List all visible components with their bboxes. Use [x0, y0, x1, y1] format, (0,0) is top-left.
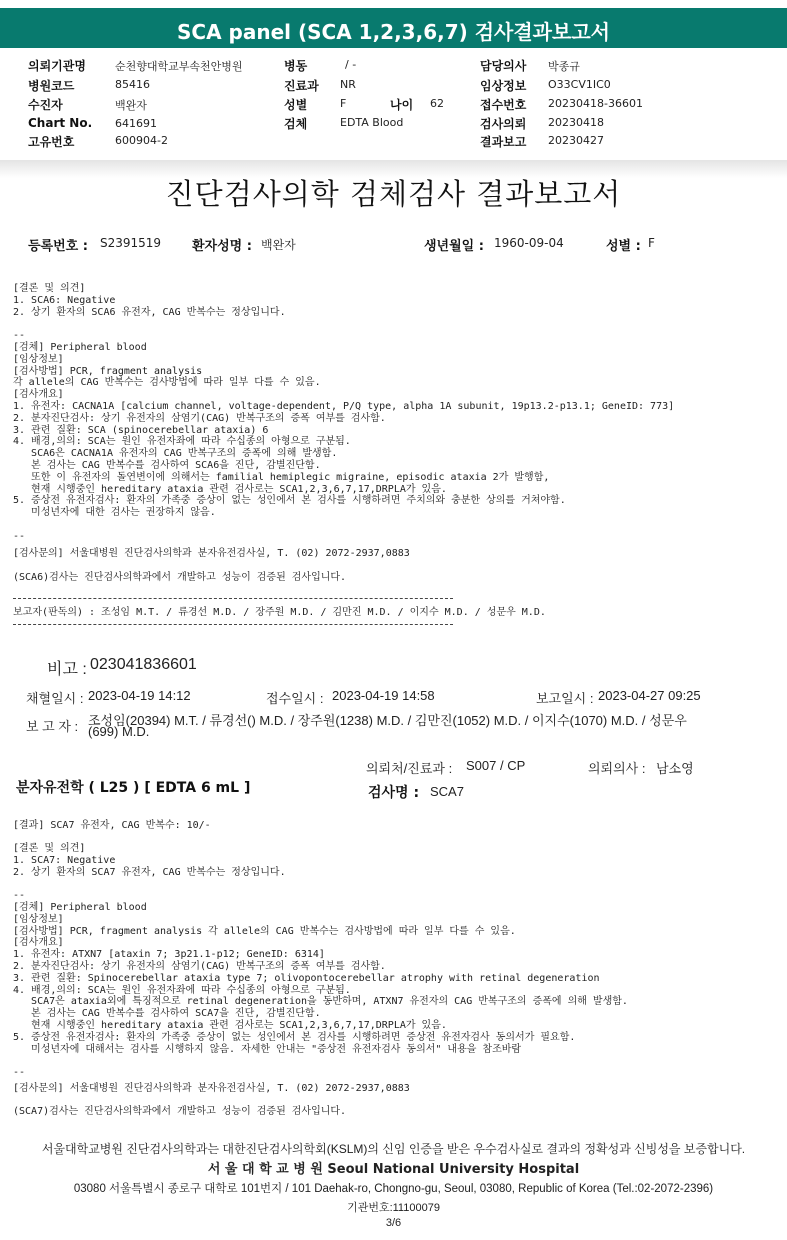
header-value: 641691	[115, 117, 157, 130]
header-value: 62	[430, 97, 444, 110]
remark-value: 023041836601	[90, 656, 197, 673]
header-label: 결과보고	[480, 135, 527, 149]
reporter-value-line1: 조성임(20394) M.T. / 류경선() M.D. / 장주원(1238) M.D. / 김만진(1052) M.D. / 이지수(1070) M.D. / 성문우	[88, 713, 687, 728]
header-value: 순천향대학교부속천안병원	[115, 60, 243, 73]
header-value: 20230418	[548, 116, 604, 129]
name-label: 환자성명 :	[192, 239, 252, 254]
header-value: 백완자	[115, 99, 147, 112]
sca6-reporters: 보고자(판독의) : 조성임 M.T. / 류경선 M.D. / 장주원 M.D. / 김만진 M.D. / 이지수 M.D. / 성문우 M.D.	[13, 607, 546, 618]
sex-label: 성별 :	[606, 239, 641, 254]
collect-value: 2023-04-19 14:12	[88, 688, 191, 703]
dashed-rule	[13, 598, 453, 599]
header-value: O33CV1IC0	[548, 78, 611, 91]
dept-label: 의뢰처/진료과 :	[366, 761, 453, 776]
header-value: EDTA Blood	[340, 116, 404, 129]
receipt-label: 접수일시 :	[266, 691, 324, 706]
header-value: 20230427	[548, 134, 604, 147]
test-name-value: SCA7	[430, 784, 464, 799]
header-value: 85416	[115, 78, 150, 91]
collect-label: 채혈일시 :	[26, 691, 84, 706]
sca6-inquiry: [검사문의] 서울대병원 진단검사의학과 분자유전검사실, T. (02) 2072-2937,0883	[13, 548, 410, 559]
banner-title: SCA panel (SCA 1,2,3,6,7) 검사결과보고서	[177, 20, 610, 44]
report-date-value: 2023-04-27 09:25	[598, 688, 701, 703]
header-label: 나이	[390, 98, 414, 112]
sca7-dev-note: (SCA7)검사는 진단검사의학과에서 개발하고 성능이 검증된 검사입니다.	[13, 1106, 347, 1117]
report-banner	[0, 8, 787, 48]
reporter-value-line2: (699) M.D.	[88, 724, 150, 739]
report-date-label: 보고일시 :	[536, 691, 594, 706]
sex-value: F	[648, 236, 655, 250]
sca6-result-text: [결론 및 의견] 1. SCA6: Negative 2. 상기 환자의 SCA6 유전자, CAG 반복수는 정상입니다. -- [검체] Peripheral blood [임상정보] [검사방법] PCR, fragment analysis 각 allele의 CAG 반복수는 검사방법에 따라 일부 다를 수 있음. [검사개요] 1. 유전자: CACNA1A [calcium channel, voltage-dependent, P/Q type, alpha 1A subunit, 19p13.2-p13.1; GeneID: 773] 2. 분자진단검사: 상기 유전자의 삼염기(CAG) 반복구조의 증폭 여부를 검사함. 3. 관련 질환: SCA (spinocerebellar ataxia) 6 4. 배경,의의: SCA는 원인 유전자좌에 따라 수십종의 아형으로 구분됨. SCA6은 CACNA1A 유전자의 CAG 반복구조의 증폭에 의해 발생함. 본 검사는 CAG 반복수를 검사하여 SCA6을 진단, 감별진단함. 또한 이 유전자의 돌연변이에 의해서는 familial hemiplegic migraine, episodic ataxia 2가 발행함, 현재 시행중인 hereditary ataxia 관련 검사로는 SCA1,2,3,6,7,17,DRPLA가 있음. 5. 증상전 유전자검사: 환자의 가족중 증상이 없는 성인에서 본 검사를 시행하려면 주치의와 충분한 상의를 거쳐야함. 미성년자에 대한 검사는 권장하지 않음. --	[13, 283, 675, 542]
doctor-value: 남소영	[656, 761, 694, 776]
header-label: 의뢰기관명	[28, 59, 86, 73]
header-value: 20230418-36601	[548, 97, 643, 110]
section-title: 분자유전학 ( L25 ) [ EDTA 6 mL ]	[16, 780, 251, 796]
header-label: 성별	[284, 98, 308, 112]
header-label: Chart No.	[28, 116, 93, 130]
header-label: 병동	[284, 59, 308, 73]
sca7-result: [결과] SCA7 유전자, CAG 반복수: 10/-	[13, 820, 211, 831]
test-name-label: 검사명 :	[368, 785, 420, 801]
header-label: 검체	[284, 117, 308, 131]
reg-value: S2391519	[100, 236, 162, 250]
header-label: 담당의사	[480, 59, 527, 73]
dob-value: 1960-09-04	[494, 236, 564, 250]
dashed-rule	[13, 624, 453, 625]
sca7-result-text: [결론 및 의견] 1. SCA7: Negative 2. 상기 환자의 SCA7 유전자, CAG 반복수는 정상입니다. -- [검체] Peripheral blood [임상정보] [검사방법] PCR, fragment analysis 각 allele의 CAG 반복수는 검사방법에 따라 일부 다를 수 있음. [검사개요] 1. 유전자: ATXN7 [ataxin 7; 3p21.1-p12; GeneID: 6314] 2. 분자진단검사: 상기 유전자의 삼염기(CAG) 반복구조의 증폭 여부를 검사함. 3. 관련 질환: Spinocerebellar ataxia type 7; olivopontocerebellar atrophy with retinal degeneration 4. 배경,의의: SCA는 원인 유전자좌에 따라 수십종의 아형으로 구분됨. SCA7은 ataxia외에 특징적으로 retinal degeneration을 동반하며, ATXN7 유전자의 CAG 반복구조의 증폭에 의해 발생함. 본 검사는 CAG 반복수를 검사하여 SCA7을 진단, 감별진단함. 현재 시행중인 hereditary ataxia 관련 검사로는 SCA1,2,3,6,7,17,DRPLA가 있음. 5. 증상전 유전자검사: 환자의 가족중 증상이 없는 성인에서 본 검사를 시행하려면 증상전 유전자검사 동의서가 필요함. 미성년자에 대해서는 검사를 시행하지 않음. 자세한 안내는 "증상전 유전자검사 동의서" 내용을 참조바람 --	[13, 843, 628, 1079]
name-value: 백완자	[261, 238, 296, 252]
dept-value: S007 / CP	[466, 758, 526, 773]
header-label: 접수번호	[480, 98, 527, 112]
hospital-address: 03080 서울특별시 종로구 대학로 101번지 / 101 Daehak-ro, Chongno-gu, Seoul, 03080, Republic of Korea (Tel.:02-2072-2396)	[73, 1183, 714, 1195]
header-label: 진료과	[284, 79, 319, 93]
reporter-label: 보 고 자 :	[26, 719, 79, 734]
doctor-label: 의뢰의사 :	[588, 761, 646, 776]
remark-label: 비고 :	[47, 661, 87, 678]
header-label: 임상정보	[480, 79, 527, 93]
reg-label: 등록번호 :	[28, 239, 88, 254]
hospital-name-kr: 서 울 대 학 교 병 원	[207, 1162, 323, 1177]
receipt-value: 2023-04-19 14:58	[332, 688, 435, 703]
page-number: 3/6	[385, 1217, 402, 1229]
header-value: NR	[340, 78, 356, 91]
report-title: 진단검사의학 검체검사 결과보고서	[165, 177, 622, 211]
header-value: / -	[345, 58, 357, 71]
sca7-inquiry: [검사문의] 서울대병원 진단검사의학과 분자유전검사실, T. (02) 2072-2937,0883	[13, 1083, 410, 1094]
cert-statement: 서울대학교병원 진단검사의학과는 대한진단검사의학회(KSLM)의 신임 인증을 받은 우수검사실로 결과의 정확성과 신빙성을 보증합니다.	[41, 1142, 746, 1156]
header-value: F	[340, 97, 347, 110]
header-value: 박종규	[548, 60, 580, 73]
header-label: 병원코드	[28, 79, 75, 93]
hospital-name	[0, 1158, 787, 1177]
institution-number: 기관번호:11100079	[347, 1202, 440, 1214]
header-label: 검사의뢰	[480, 117, 527, 131]
header-value: 600904-2	[115, 134, 168, 147]
header-label: 고유번호	[28, 135, 75, 149]
dob-label: 생년월일 :	[424, 239, 484, 254]
sca6-dev-note: (SCA6)검사는 진단검사의학과에서 개발하고 성능이 검증된 검사입니다.	[13, 572, 347, 583]
hospital-name-en: Seoul National University Hospital	[327, 1162, 580, 1177]
header-label: 수진자	[28, 98, 63, 112]
